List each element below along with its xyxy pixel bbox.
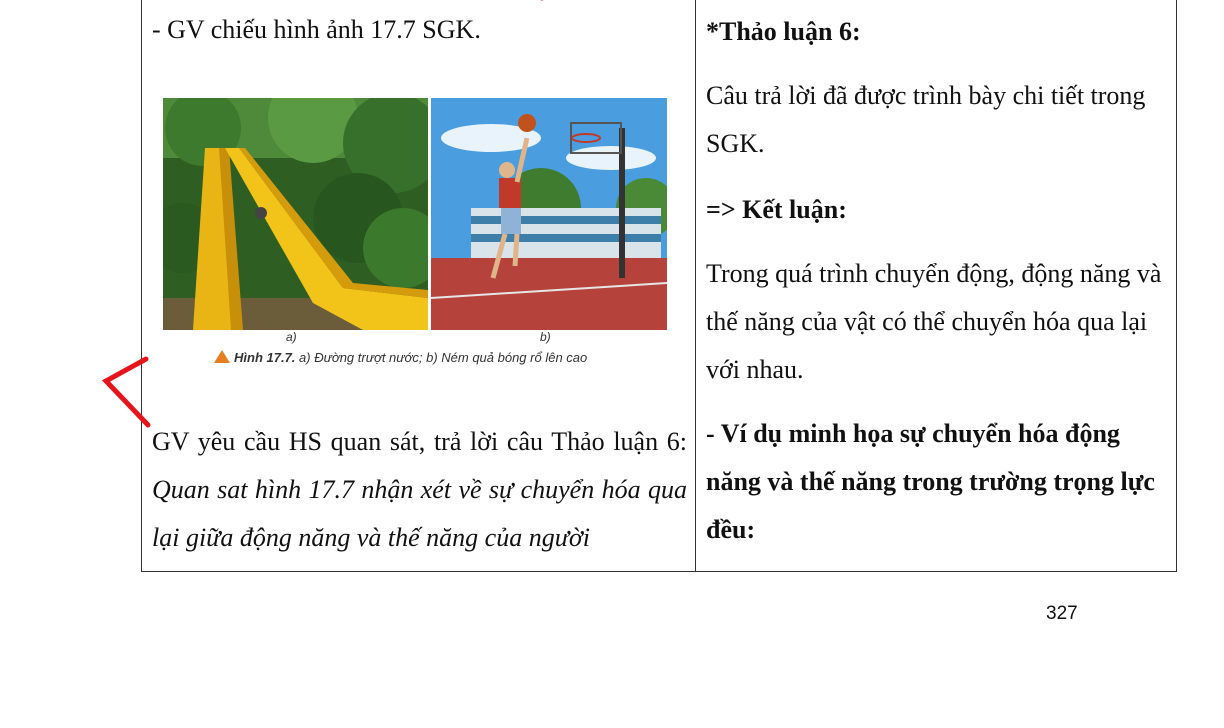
conclusion-title: => Kết luận: [706, 195, 847, 224]
basketball-photo [431, 98, 667, 330]
triangle-icon [214, 350, 230, 363]
request-lead: GV yêu cầu HS quan sát, trả lời câu Thảo luận 6: [152, 427, 687, 456]
example-title: - Ví dụ minh họa sự chuyển hóa động năng và thế năng trong trường trọng lực đều: [706, 419, 1155, 544]
sub-label-b: b) [540, 330, 551, 344]
request-question: Quan sat hình 17.7 nhận xét về sự chuyển hóa qua lại giữa động năng và thế năng của người [152, 475, 687, 552]
student-activity-column [706, 0, 1171, 572]
caption-text: a) Đường trượt nước; b) Ném quả bóng rổ lên cao [299, 350, 588, 365]
conclusion-text: Trong quá trình chuyển động, động năng và thế năng của vật có thể chuyển hóa qua lại với nhau. [706, 259, 1162, 384]
figure-17-7 [163, 98, 668, 344]
discussion-title: *Thảo luận 6: [706, 17, 861, 46]
sub-label-a: a) [286, 330, 297, 344]
intro-text: - GV chiếu hình ảnh 17.7 SGK. [152, 15, 481, 44]
watermark-stroke-top [520, 0, 580, 14]
caption-number: Hình 17.7. [234, 350, 296, 365]
water-slide-photo [163, 98, 428, 330]
figure-caption [214, 350, 587, 365]
watermark-stroke-left [98, 355, 158, 430]
page-number: 327 [1046, 603, 1078, 624]
discussion-answer: Câu trả lời đã được trình bày chi tiết trong SGK. [706, 81, 1146, 158]
column-divider [695, 0, 696, 572]
request-text [152, 418, 687, 562]
